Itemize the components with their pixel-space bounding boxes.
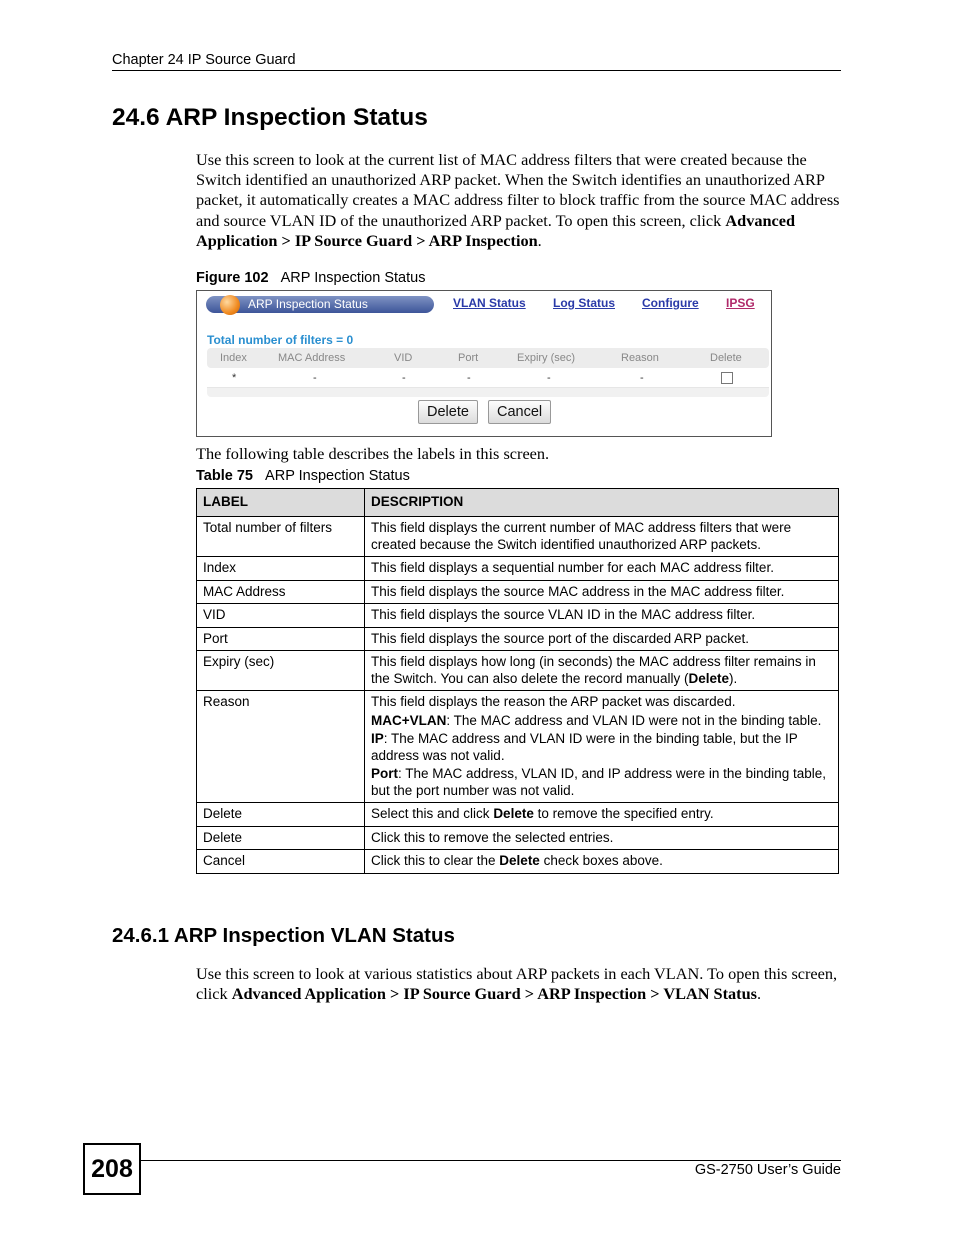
table-row — [197, 604, 839, 628]
table-row — [197, 651, 839, 691]
desc-text: Select this and click — [371, 806, 494, 821]
row-description — [365, 850, 839, 874]
row-label: VID — [197, 604, 365, 628]
screen-title-tab — [206, 296, 434, 313]
table-row — [197, 850, 839, 874]
table-scrollbar[interactable] — [207, 388, 769, 397]
vlan-status-link[interactable]: VLAN Status — [453, 296, 526, 310]
col-expiry: Expiry (sec) — [517, 352, 576, 364]
figure-number: Figure 102 — [196, 270, 269, 286]
table-row — [197, 557, 839, 581]
cell-port: - — [467, 372, 471, 384]
intro-end: . — [756, 984, 762, 1004]
row-description: This field displays a sequential number for each MAC address filter. — [365, 557, 839, 581]
table-row — [197, 826, 839, 850]
reason-text: : The MAC address, VLAN ID, and IP address were in the binding table, but the port number was not valid. — [371, 766, 826, 798]
table-row — [197, 517, 839, 557]
intro-text: Use this screen to look at various statistics about ARP packets in each VLAN. To open this screen, click — [196, 964, 838, 1004]
reason-text: : The MAC address and VLAN ID were not in the binding table. — [446, 712, 822, 728]
row-label: Cancel — [197, 850, 365, 874]
row-label: Port — [197, 627, 365, 651]
row-description — [365, 691, 839, 803]
row-label: Reason — [197, 691, 365, 803]
row-description: This field displays the source MAC address in the MAC address filter. — [365, 580, 839, 604]
row-label: Delete — [197, 826, 365, 850]
screen-title-label: ARP Inspection Status — [248, 297, 368, 311]
reason-text: : The MAC address and VLAN ID were in the binding table, but the IP address was not valid. — [371, 731, 798, 763]
section-title: 24.6 ARP Inspection Status — [112, 104, 428, 131]
table-row — [197, 691, 839, 803]
configure-link[interactable]: Configure — [642, 296, 699, 310]
desc-text-end: to remove the specified entry. — [533, 806, 714, 821]
cell-reason: - — [640, 372, 644, 384]
intro-menu-path: Advanced Application > IP Source Guard > ARP Inspection — [196, 210, 796, 250]
intro-end: . — [537, 230, 542, 250]
table-header-row — [197, 489, 839, 517]
delete-checkbox[interactable] — [721, 372, 733, 384]
label-description-table — [196, 488, 839, 874]
desc-text: Click this to clear the — [371, 853, 500, 868]
cell-index: * — [232, 372, 237, 384]
desc-text-end: ). — [728, 670, 738, 686]
table-intro: The following table describes the labels in this screen. — [196, 444, 550, 463]
table-row — [197, 580, 839, 604]
subsection-title: 24.6.1 ARP Inspection VLAN Status — [112, 924, 455, 947]
row-description — [365, 803, 839, 827]
col-vid: VID — [394, 352, 413, 364]
guide-title: GS-2750 User’s Guide — [694, 1162, 841, 1178]
reason-intro: This field displays the reason the ARP packet was discarded. — [371, 694, 736, 709]
log-status-link[interactable]: Log Status — [553, 296, 615, 310]
col-mac-address: MAC Address — [278, 352, 346, 364]
table-title: ARP Inspection Status — [265, 468, 410, 484]
reason-term: MAC+VLAN — [371, 712, 447, 728]
desc-bold: Delete — [499, 853, 540, 868]
ipsg-link[interactable]: IPSG — [726, 296, 755, 310]
row-label: Delete — [197, 803, 365, 827]
row-label: MAC Address — [197, 580, 365, 604]
reason-term: IP — [371, 731, 384, 746]
footer-divider — [141, 1160, 841, 1161]
cancel-button[interactable]: Cancel — [488, 400, 551, 424]
row-label: Total number of filters — [197, 517, 365, 557]
reason-item — [371, 766, 832, 799]
desc-bold: Delete — [688, 670, 729, 686]
running-header: Chapter 24 IP Source Guard — [112, 52, 841, 71]
figure-caption — [196, 270, 425, 286]
reason-item — [371, 713, 832, 730]
row-label: Expiry (sec) — [197, 651, 365, 691]
page-number: 208 — [83, 1143, 141, 1195]
table-caption — [196, 468, 410, 484]
subsection-intro — [196, 964, 841, 1004]
table-row — [197, 803, 839, 827]
row-description — [365, 651, 839, 691]
desc-text-end: check boxes above. — [539, 853, 663, 868]
col-index: Index — [220, 352, 247, 364]
arp-inspection-screenshot — [196, 290, 772, 437]
reason-term: Port — [371, 766, 398, 781]
figure-title: ARP Inspection Status — [280, 270, 426, 286]
cell-expiry: - — [547, 372, 551, 384]
col-port: Port — [458, 352, 479, 364]
description-header: DESCRIPTION — [365, 489, 839, 517]
table-row — [207, 368, 769, 388]
filters-table — [207, 348, 769, 397]
delete-button[interactable]: Delete — [418, 400, 478, 424]
row-description: This field displays the source VLAN ID in the MAC address filter. — [365, 604, 839, 628]
row-description: This field displays the source port of the discarded ARP packet. — [365, 627, 839, 651]
col-delete: Delete — [710, 352, 742, 364]
cell-vid: - — [402, 372, 406, 384]
filters-table-header — [207, 348, 769, 368]
row-label: Index — [197, 557, 365, 581]
label-header: LABEL — [197, 489, 365, 517]
section-intro — [196, 150, 841, 251]
total-filters-label: Total number of filters = 0 — [207, 333, 354, 347]
col-reason: Reason — [621, 352, 659, 364]
reason-item — [371, 731, 832, 764]
desc-text: This field displays how long (in seconds) the MAC address filter remains in the Switch. You can also delete the record manually ( — [371, 654, 816, 686]
table-number: Table 75 — [196, 468, 253, 484]
row-description: This field displays the current number of MAC address filters that were created because the Switch identified unauthorized ARP packets. — [365, 517, 839, 557]
table-row — [197, 627, 839, 651]
orb-icon — [220, 295, 240, 315]
cell-mac: - — [313, 372, 317, 384]
intro-text: Use this screen to look at the current list of MAC address filters that were created because the Switch identified an unauthorized ARP packet. When the Switch identifies an unauthorized ARP packet, it automatically creates a MAC address filter to block traffic from the source MAC address and source VLAN ID of the unauthorized ARP packet. To open this screen, click — [196, 150, 840, 230]
row-description: Click this to remove the selected entries. — [365, 826, 839, 850]
intro-menu-path: Advanced Application > IP Source Guard > ARP Inspection > VLAN Status — [231, 984, 757, 1004]
desc-bold: Delete — [493, 806, 534, 821]
